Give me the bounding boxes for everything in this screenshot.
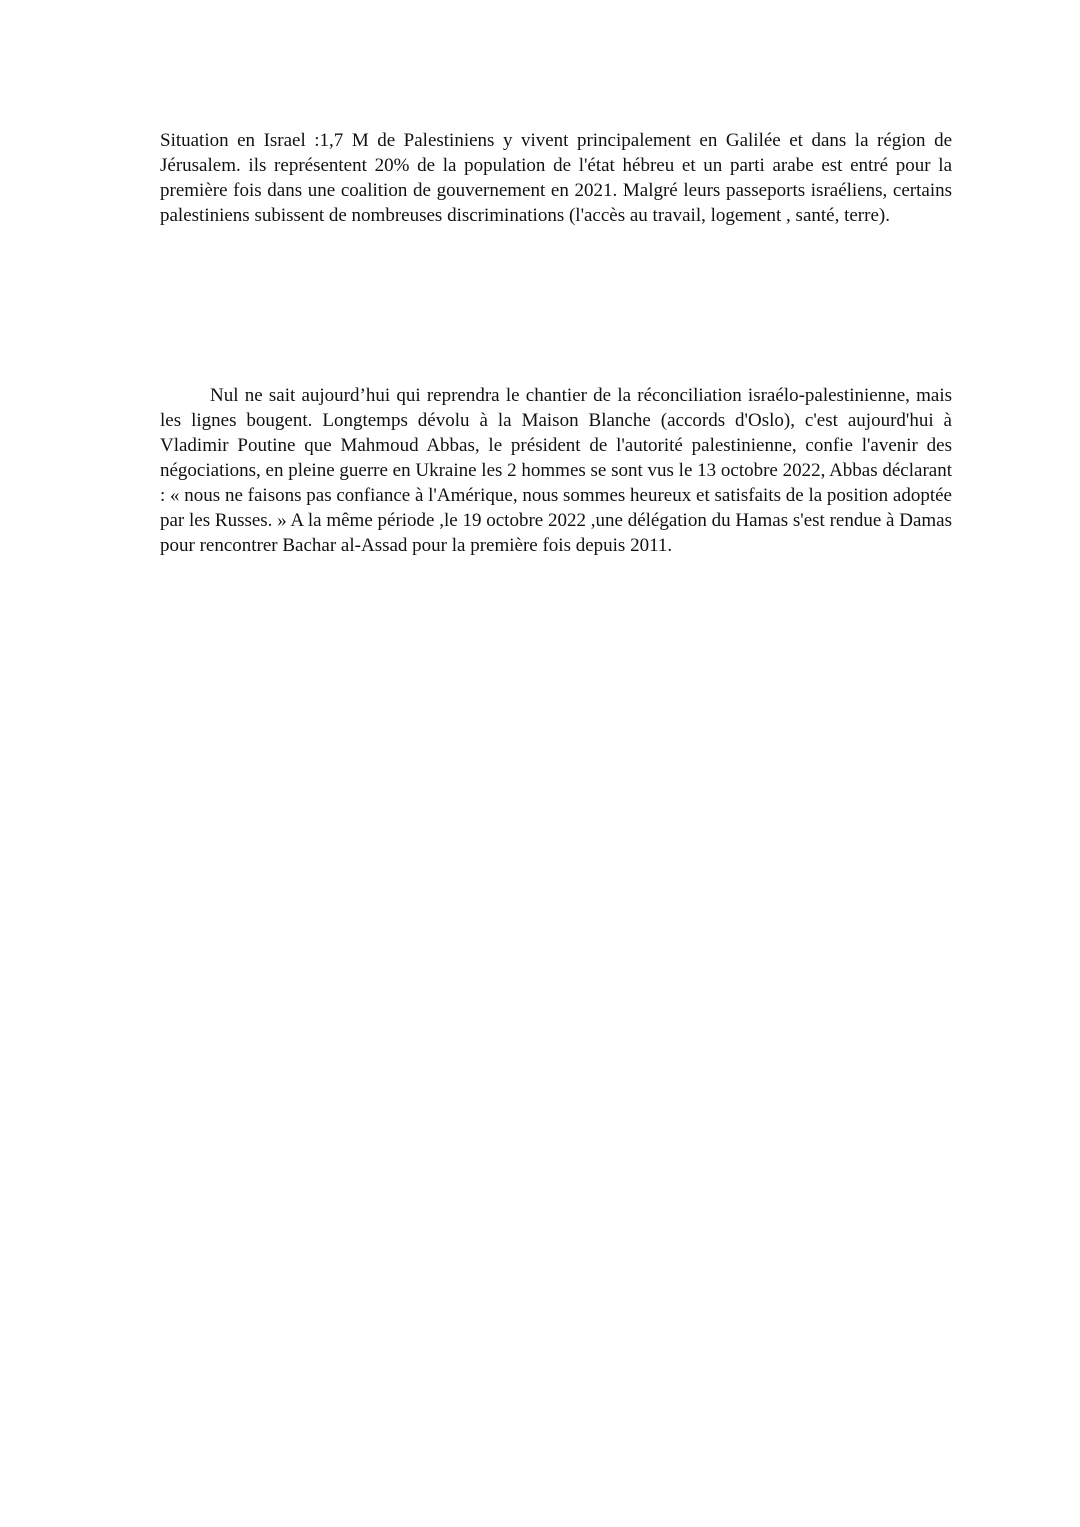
paragraph-situation-israel: Situation en Israel :1,7 M de Palestiniens y vivent principalement en Galilée et dans la région de Jérusalem. ils représentent 20% de la population de l'état hébreu et un parti arabe est entré pour la première fois dans une coalition de gouvernement en 2021. Malgré leurs passeports israéliens, certains palestiniens subissent de nombreuses discriminations (l'accès au travail, logement , santé, terre). (160, 130, 952, 226)
paragraph-reconciliation: Nul ne sait aujourd’hui qui reprendra le chantier de la réconciliation israélo-palestinienne, mais les lignes bougent. Longtemps dévolu à la Maison Blanche (accords d'Oslo), c'est aujourd'hui à Vladimir Poutine que Mahmoud Abbas, le président de l'autorité palestinienne, confie l'avenir des négociations, en pleine guerre en Ukraine les 2 hommes se sont vus le 13 octobre 2022, Abbas déclarant : « nous ne faisons pas confiance à l'Amérique, nous sommes heureux et satisfaits de la position adoptée par les Russes. » A la même période ,le 19 octobre 2022 ,une délégation du Hamas s'est rendue à Damas pour rencontrer Bachar al-Assad pour la première fois depuis 2011. (160, 385, 952, 556)
